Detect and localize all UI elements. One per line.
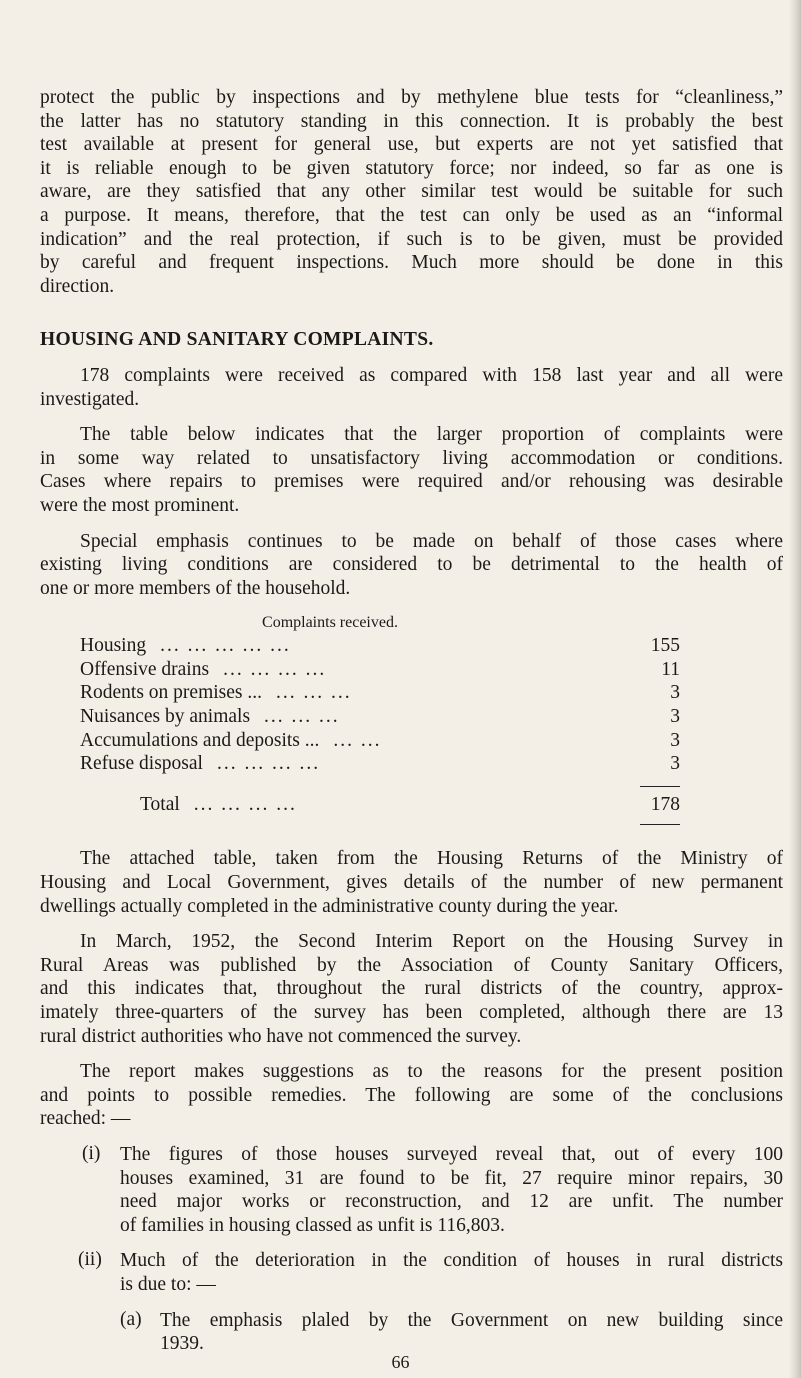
list-marker: (a) — [120, 1308, 142, 1330]
table-row — [80, 705, 680, 729]
text-line: in some way related to unsatisfactory living accommodation or conditions. — [40, 447, 783, 469]
row-value: 155 — [650, 635, 680, 657]
text-line: the latter has no statutory standing in this connection. It is probably the best — [40, 110, 783, 132]
text-line: and this indicates that, throughout the rural districts of the country, approx- — [40, 978, 783, 1000]
row-label: Offensive drains — [80, 658, 210, 680]
text-line: rural district authorities who have not commenced the survey. — [40, 1025, 522, 1047]
leader-dots: ... ... ... — [264, 706, 340, 728]
text-line: The emphasis plaled by the Government on new building since — [160, 1309, 783, 1331]
table-caption: Complaints received. — [262, 614, 398, 632]
leader-dots: ... ... ... — [275, 682, 352, 704]
row-label: Nuisances by animals — [80, 706, 251, 728]
table-row — [80, 634, 680, 658]
text-line: houses examined, 31 are found to be fit, 27 require minor repairs, 30 — [120, 1167, 783, 1189]
text-line: Much of the deterioration in the condition of houses in rural districts — [120, 1250, 783, 1272]
total-label: Total — [140, 793, 180, 815]
list-marker: (i) — [82, 1142, 101, 1164]
paragraph-complaints-count — [40, 364, 783, 411]
text-line: Housing and Local Government, gives details of the number of new permanent — [40, 872, 783, 894]
row-label: Accumulations and deposits ... — [80, 729, 320, 751]
text-line: were the most prominent. — [40, 494, 240, 516]
row-value: 3 — [670, 706, 680, 728]
row-label: Housing — [80, 635, 147, 657]
text-line: of families in housing classed as unfit is 116,803. — [120, 1214, 505, 1236]
text-line: The table below indicates that the larger proportion of complaints were — [80, 424, 783, 446]
text-line: test available at present for general use, but experts are not yet satisfied that — [40, 134, 783, 156]
text-line: existing living conditions are considered to be detrimental to the health of — [40, 554, 783, 576]
paragraph-milk-testing — [40, 86, 783, 298]
conclusion-ii-a — [40, 1309, 783, 1356]
paragraph-special-emphasis — [40, 530, 783, 601]
row-label: Rodents on premises ... — [80, 682, 262, 704]
row-value: 11 — [661, 658, 680, 680]
conclusion-i — [40, 1143, 783, 1237]
leader-dots: ... ... ... ... — [223, 658, 327, 680]
row-value: 3 — [670, 753, 680, 775]
text-line: is due to: — — [120, 1273, 216, 1295]
table-row — [80, 752, 680, 776]
text-line: by careful and frequent inspections. Much more should be done in this — [40, 252, 783, 274]
table-row — [80, 658, 680, 682]
total-rule-top — [640, 786, 680, 787]
text-line: indication” and the real protection, if such is to be given, must be provided — [40, 228, 783, 250]
paragraph-table-intro — [40, 423, 783, 517]
text-line: one or more members of the household. — [40, 577, 351, 599]
text-line: 1939. — [160, 1333, 204, 1355]
paragraph-report-suggestions — [40, 1060, 783, 1131]
text-line: The report makes suggestions as to the reasons for the present position — [80, 1061, 783, 1083]
text-line: reached: — — [40, 1108, 131, 1130]
leader-dots: ... ... ... ... ... — [160, 635, 291, 657]
conclusion-ii — [40, 1249, 783, 1296]
text-line: need major works or reconstruction, and 12 are unfit. The number — [120, 1191, 783, 1213]
text-line: The attached table, taken from the Housing Returns of the Ministry of — [80, 848, 783, 870]
text-line: it is reliable enough to be given statutory force; nor indeed, so far as one is — [40, 157, 783, 179]
table-row — [80, 729, 680, 753]
leader-dots: ... ... — [333, 729, 382, 751]
row-value: 3 — [670, 682, 680, 704]
page-number: 66 — [391, 1352, 410, 1372]
paragraph-housing-returns — [40, 847, 783, 918]
text-line: protect the public by inspections and by methylene blue tests for “cleanliness,” — [40, 87, 783, 108]
text-line: and points to possible remedies. The following are some of the conclusions — [40, 1084, 783, 1106]
text-line: direction. — [40, 275, 115, 297]
paragraph-interim-report — [40, 930, 783, 1048]
total-row — [80, 793, 680, 817]
table-row — [80, 681, 680, 705]
page-edge-shadow — [789, 0, 801, 1378]
text-line: a purpose. It means, therefore, that the test can only be used as an “informal — [40, 204, 783, 226]
text-line: imately three-quarters of the survey has been completed, although there are 13 — [40, 1002, 783, 1023]
complaints-table — [80, 612, 680, 825]
text-line: In March, 1952, the Second Interim Report on the Housing Survey in — [80, 931, 783, 953]
text-line: 178 complaints were received as compared with 158 last year and all were — [80, 364, 783, 386]
total-value: 178 — [650, 793, 680, 815]
text-line: The figures of those houses surveyed reveal that, out of every 100 — [120, 1143, 783, 1165]
total-rule-bottom — [640, 824, 680, 825]
section-heading: HOUSING AND SANITARY COMPLAINTS. — [40, 329, 434, 351]
text-line: dwellings actually completed in the administrative county during the year. — [40, 895, 619, 917]
row-label: Refuse disposal — [80, 753, 203, 775]
text-line: investigated. — [40, 388, 140, 410]
text-line: aware, are they satisfied that any other similar test would be suitable for such — [40, 181, 783, 203]
text-line: Rural Areas was published by the Association of County Sanitary Officers, — [40, 954, 783, 976]
list-marker: (ii) — [78, 1249, 102, 1271]
leader-dots: ... ... ... ... — [216, 753, 321, 775]
row-value: 3 — [670, 729, 680, 751]
leader-dots: ... ... ... ... — [193, 793, 297, 815]
document-page — [40, 86, 783, 1356]
text-line: Cases where repairs to premises were required and/or rehousing was desirable — [40, 471, 783, 493]
text-line: Special emphasis continues to be made on behalf of those cases where — [80, 530, 783, 552]
